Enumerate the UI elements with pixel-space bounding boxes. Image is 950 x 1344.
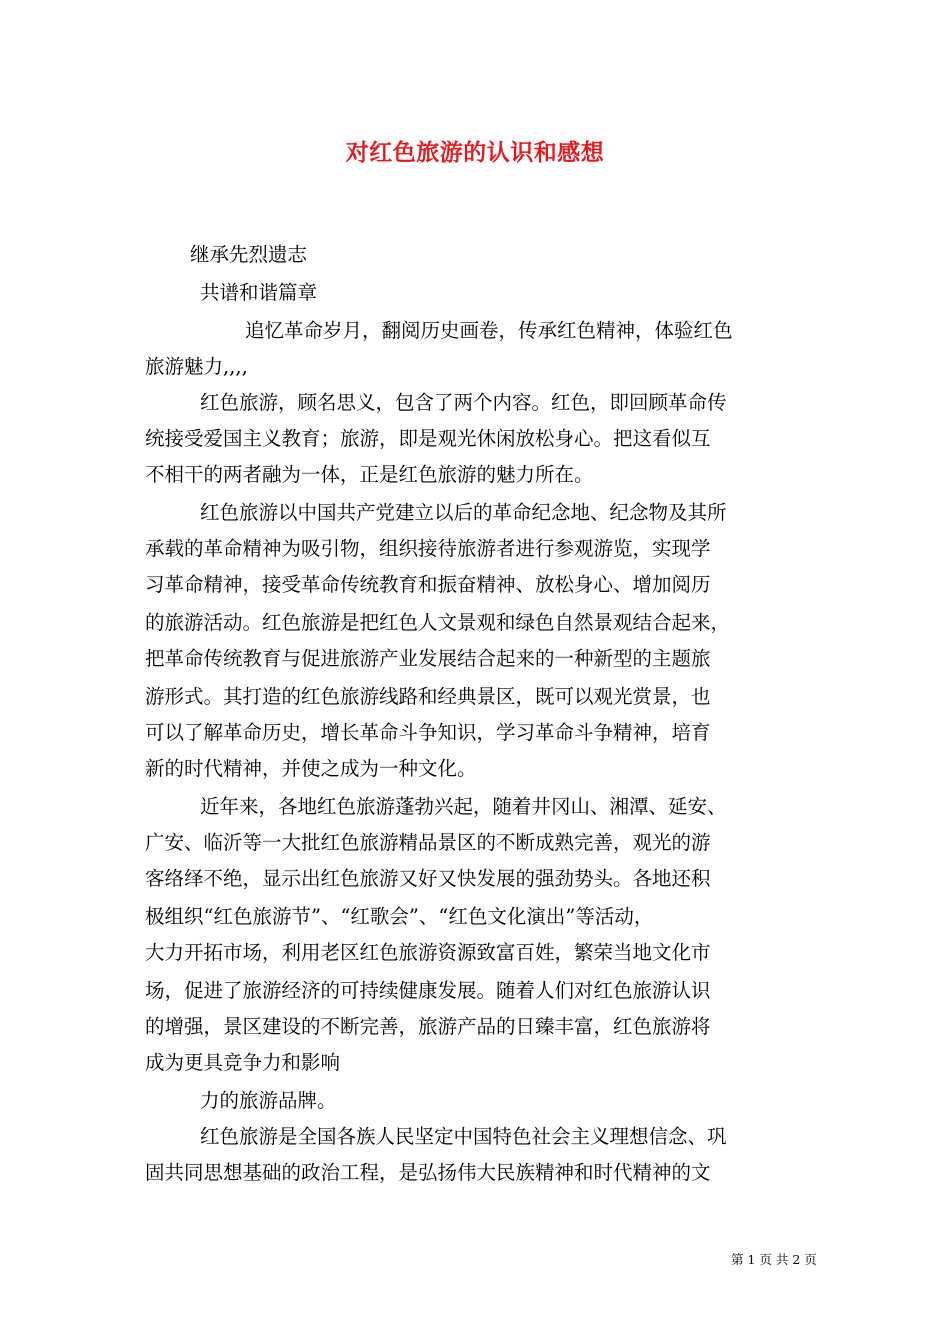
paragraph-line: 红色旅游以中国共产党建立以后的革命纪念地、纪念物及其所 — [200, 501, 727, 524]
page-number-footer: 第 1 页 共 2 页 — [731, 1252, 817, 1267]
paragraph-line: 固共同思想基础的政治工程，是弘扬伟大民族精神和时代精神的文 — [145, 1161, 711, 1184]
paragraph-line: 不相干的两者融为一体，正是红色旅游的魅力所在。 — [145, 463, 594, 486]
paragraph-line: 可以了解革命历史，增长革命斗争知识，学习革命斗争精神，培育 — [145, 721, 711, 744]
document-title: 对红色旅游的认识和感想 — [345, 139, 605, 166]
paragraph-line: 场，促进了旅游经济的可持续健康发展。随着人们对红色旅游认识 — [145, 979, 711, 1002]
paragraph-line: 承载的革命精神为吸引物，组织接待旅游者进行参观游览，实现学 — [145, 537, 711, 560]
subtitle-line-2: 共谱和谐篇章 — [200, 281, 318, 304]
paragraph-line: 大力开拓市场，利用老区红色旅游资源致富百姓，繁荣当地文化市 — [145, 941, 711, 964]
paragraph-line: 新的时代精神，并使之成为一种文化。 — [145, 757, 477, 780]
paragraph-line: 近年来，各地红色旅游蓬勃兴起，随着井冈山、湘潭、延安、 — [200, 795, 727, 818]
paragraph-line: 追忆革命岁月，翻阅历史画卷，传承红色精神，体验红色 — [245, 319, 733, 342]
paragraph-line: 成为更具竞争力和影响 — [145, 1051, 341, 1074]
paragraph-line: 统接受爱国主义教育；旅游，即是观光休闲放松身心。把这看似互 — [145, 427, 711, 450]
paragraph-line: 红色旅游，顾名思义，包含了两个内容。红色，即回顾革命传 — [200, 391, 727, 414]
paragraph-line: 广安、临沂等一大批红色旅游精品景区的不断成熟完善，观光的游 — [145, 831, 711, 854]
paragraph-line: 把革命传统教育与促进旅游产业发展结合起来的一种新型的主题旅 — [145, 647, 711, 670]
paragraph-line: 力的旅游品牌。 — [200, 1089, 337, 1112]
paragraph-line: 的增强，景区建设的不断完善，旅游产品的日臻丰富，红色旅游将 — [145, 1015, 711, 1038]
paragraph-line: 旅游魅力,,,, — [145, 355, 248, 378]
paragraph-line: 习革命精神，接受革命传统教育和振奋精神、放松身心、增加阅历 — [145, 573, 711, 596]
paragraph-line: 的旅游活动。红色旅游是把红色人文景观和绿色自然景观结合起来， — [145, 611, 731, 634]
subtitle-line-1: 继承先烈遗志 — [190, 243, 308, 266]
paragraph-line: 极组织“红色旅游节”、“红歌会”、“红色文化演出”等活动， — [145, 905, 654, 928]
paragraph-line: 游形式。其打造的红色旅游线路和经典景区，既可以观光赏景，也 — [145, 685, 711, 708]
paragraph-line: 红色旅游是全国各族人民坚定中国特色社会主义理想信念、巩 — [200, 1125, 727, 1148]
paragraph-line: 客络绎不绝，显示出红色旅游又好又快发展的强劲势头。各地还积 — [145, 867, 711, 890]
